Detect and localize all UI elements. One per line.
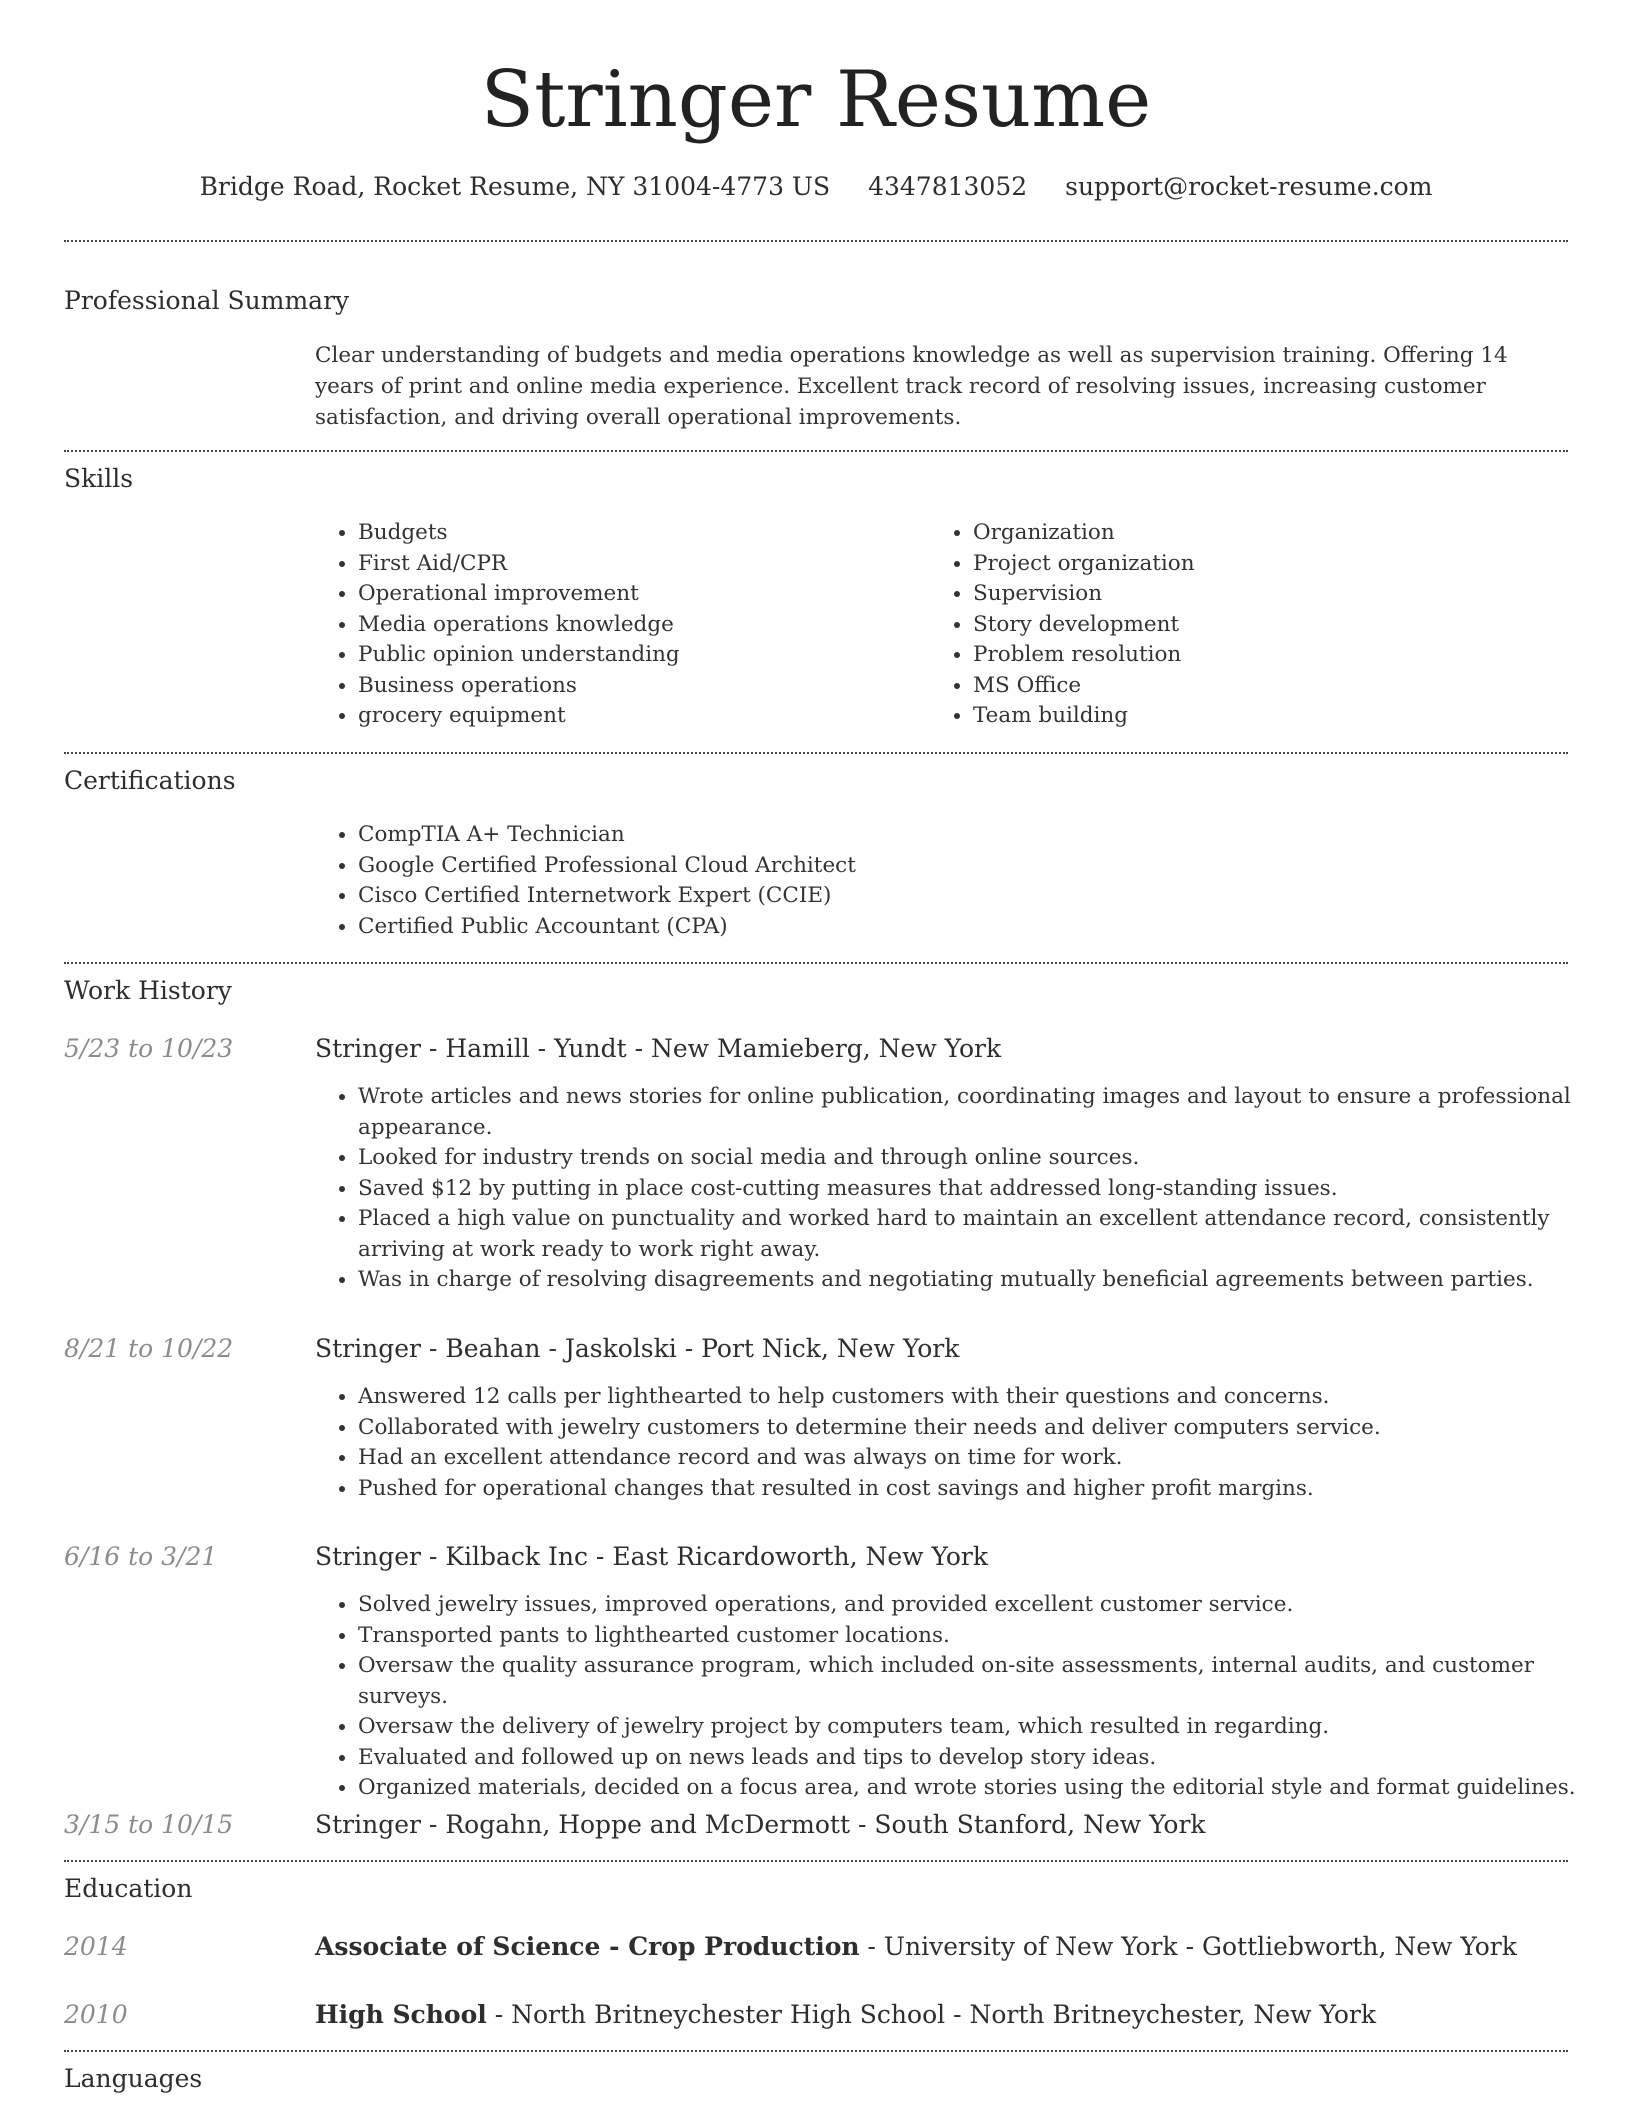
education-school: North Britneychester High School xyxy=(511,2000,946,2029)
separator: - xyxy=(600,1932,629,1961)
list-item: • Cisco Certified Internetwork Expert (CCIE) xyxy=(358,881,1558,912)
section-divider xyxy=(64,1860,1568,1862)
list-item: • Story development xyxy=(973,610,1573,641)
list-item: • Had an excellent attendance record and was always on time for work. xyxy=(358,1443,1608,1474)
separator: - xyxy=(486,2000,512,2029)
job-title: Stringer xyxy=(315,1034,421,1063)
job-bullets xyxy=(314,1082,1608,1296)
list-item: • Project organization xyxy=(973,549,1573,580)
list-item: • Evaluated and followed up on news leads and tips to develop story ideas. xyxy=(358,1743,1608,1774)
list-item: • MS Office xyxy=(973,671,1573,702)
job-company: Hamill - Yundt xyxy=(445,1034,627,1063)
skills-list-right xyxy=(929,518,1573,732)
certifications-heading: Certifications xyxy=(64,766,236,795)
education-year: 2010 xyxy=(64,2000,128,2029)
job-title-line xyxy=(315,1032,1565,1066)
contact-phone: 4347813052 xyxy=(868,172,1028,201)
job-company: Rogahn, Hoppe and McDermott xyxy=(445,1810,851,1839)
list-item: • Organized materials, decided on a focus area, and wrote stories using the editorial style and format guidelines. xyxy=(358,1773,1608,1804)
list-item: • Google Certified Professional Cloud Architect xyxy=(358,851,1558,882)
job-company: Beahan - Jaskolski xyxy=(445,1334,677,1363)
job-title: Stringer xyxy=(315,1334,421,1363)
separator: - xyxy=(859,1932,884,1961)
summary-heading: Professional Summary xyxy=(64,286,350,315)
list-item: • Answered 12 calls per lighthearted to help customers with their questions and concerns. xyxy=(358,1382,1608,1413)
list-item: • Team building xyxy=(973,701,1573,732)
skills-heading: Skills xyxy=(64,464,134,493)
separator: - xyxy=(420,1810,446,1839)
job-title: Stringer xyxy=(315,1542,421,1571)
job-dates: 8/21 to 10/22 xyxy=(64,1334,234,1363)
job-bullets xyxy=(314,1382,1608,1504)
job-dates: 5/23 to 10/23 xyxy=(64,1034,234,1063)
list-item: • Media operations knowledge xyxy=(358,610,918,641)
list-item: • Supervision xyxy=(973,579,1573,610)
list-item: • Budgets xyxy=(358,518,918,549)
list-item: • Was in charge of resolving disagreements and negotiating mutually beneficial agreements between parties. xyxy=(358,1265,1608,1296)
certifications-list xyxy=(314,820,1558,942)
education-degree: Associate of Science xyxy=(315,1932,601,1961)
list-item: • Problem resolution xyxy=(973,640,1573,671)
list-item: • Public opinion understanding xyxy=(358,640,918,671)
list-item: • Wrote articles and news stories for online publication, coordinating images and layout to ensure a professional appearance. xyxy=(358,1082,1608,1143)
contact-address: Bridge Road, Rocket Resume, NY 31004-4773 US xyxy=(199,172,831,201)
list-item: • Business operations xyxy=(358,671,918,702)
list-item: • Transported pants to lighthearted customer locations. xyxy=(358,1621,1608,1652)
languages-heading: Languages xyxy=(64,2064,203,2093)
separator: - xyxy=(420,1542,446,1571)
list-item: • Operational improvement xyxy=(358,579,918,610)
job-location: East Ricardoworth, New York xyxy=(612,1542,988,1571)
education-location: North Britneychester, New York xyxy=(969,2000,1376,2029)
job-location: South Stanford, New York xyxy=(874,1810,1206,1839)
contact-email: support@rocket-resume.com xyxy=(1065,172,1433,201)
list-item: • Certified Public Accountant (CPA) xyxy=(358,912,1558,943)
resume-name: Stringer Resume xyxy=(480,55,1152,145)
section-divider xyxy=(64,962,1568,964)
section-divider xyxy=(64,240,1568,242)
section-divider xyxy=(64,450,1568,452)
list-item: • Oversaw the delivery of jewelry project by computers team, which resulted in regarding. xyxy=(358,1712,1608,1743)
separator: - xyxy=(420,1034,446,1063)
separator: - xyxy=(587,1542,613,1571)
education-line xyxy=(315,1998,1565,2032)
list-item: • Oversaw the quality assurance program, which included on-site assessments, internal audits, and customer surveys. xyxy=(358,1651,1608,1712)
education-degree: High School xyxy=(315,2000,487,2029)
education-location: Gottliebworth, New York xyxy=(1202,1932,1517,1961)
separator: - xyxy=(945,2000,970,2029)
education-line xyxy=(315,1930,1565,1964)
section-divider xyxy=(64,2050,1568,2052)
separator: - xyxy=(626,1034,651,1063)
list-item: • Looked for industry trends on social media and through online sources. xyxy=(358,1143,1608,1174)
job-title: Stringer xyxy=(315,1810,421,1839)
skills-list-left xyxy=(314,518,918,732)
list-item: • Collaborated with jewelry customers to determine their needs and deliver computers service. xyxy=(358,1413,1608,1444)
job-location: Port Nick, New York xyxy=(701,1334,960,1363)
list-item: • Saved $12 by putting in place cost-cutting measures that addressed long-standing issues. xyxy=(358,1174,1608,1205)
education-heading: Education xyxy=(64,1874,193,1903)
job-title-line xyxy=(315,1540,1565,1574)
summary-text: Clear understanding of budgets and media operations knowledge as well as supervision training. Offering 14 years of print and online media experience. Excellent track record of resolving issues, increasing customer satisfaction, and driving overall operational improvements. xyxy=(315,343,1508,430)
list-item: • CompTIA A+ Technician xyxy=(358,820,1558,851)
job-company: Kilback Inc xyxy=(445,1542,588,1571)
job-title-line xyxy=(315,1332,1565,1366)
separator: - xyxy=(1177,1932,1202,1961)
job-dates: 3/15 to 10/15 xyxy=(64,1810,234,1839)
job-location: New Mamieberg, New York xyxy=(651,1034,1002,1063)
job-bullets xyxy=(314,1590,1608,1804)
list-item: • Pushed for operational changes that resulted in cost savings and higher profit margins. xyxy=(358,1474,1608,1505)
education-field: Crop Production xyxy=(628,1932,860,1961)
job-title-line xyxy=(315,1808,1565,1842)
separator: - xyxy=(676,1334,702,1363)
section-divider xyxy=(64,752,1568,754)
separator: - xyxy=(850,1810,875,1839)
list-item: • First Aid/CPR xyxy=(358,549,918,580)
list-item: • grocery equipment xyxy=(358,701,918,732)
list-item: • Solved jewelry issues, improved operations, and provided excellent customer service. xyxy=(358,1590,1608,1621)
list-item: • Placed a high value on punctuality and worked hard to maintain an excellent attendance record, consistently arriving at work ready to work right away. xyxy=(358,1204,1608,1265)
contact-line xyxy=(0,170,1632,204)
job-dates: 6/16 to 3/21 xyxy=(64,1542,218,1571)
education-year: 2014 xyxy=(64,1932,128,1961)
education-school: University of New York xyxy=(883,1932,1178,1961)
separator: - xyxy=(420,1334,446,1363)
work-history-heading: Work History xyxy=(64,976,232,1005)
list-item: • Organization xyxy=(973,518,1573,549)
